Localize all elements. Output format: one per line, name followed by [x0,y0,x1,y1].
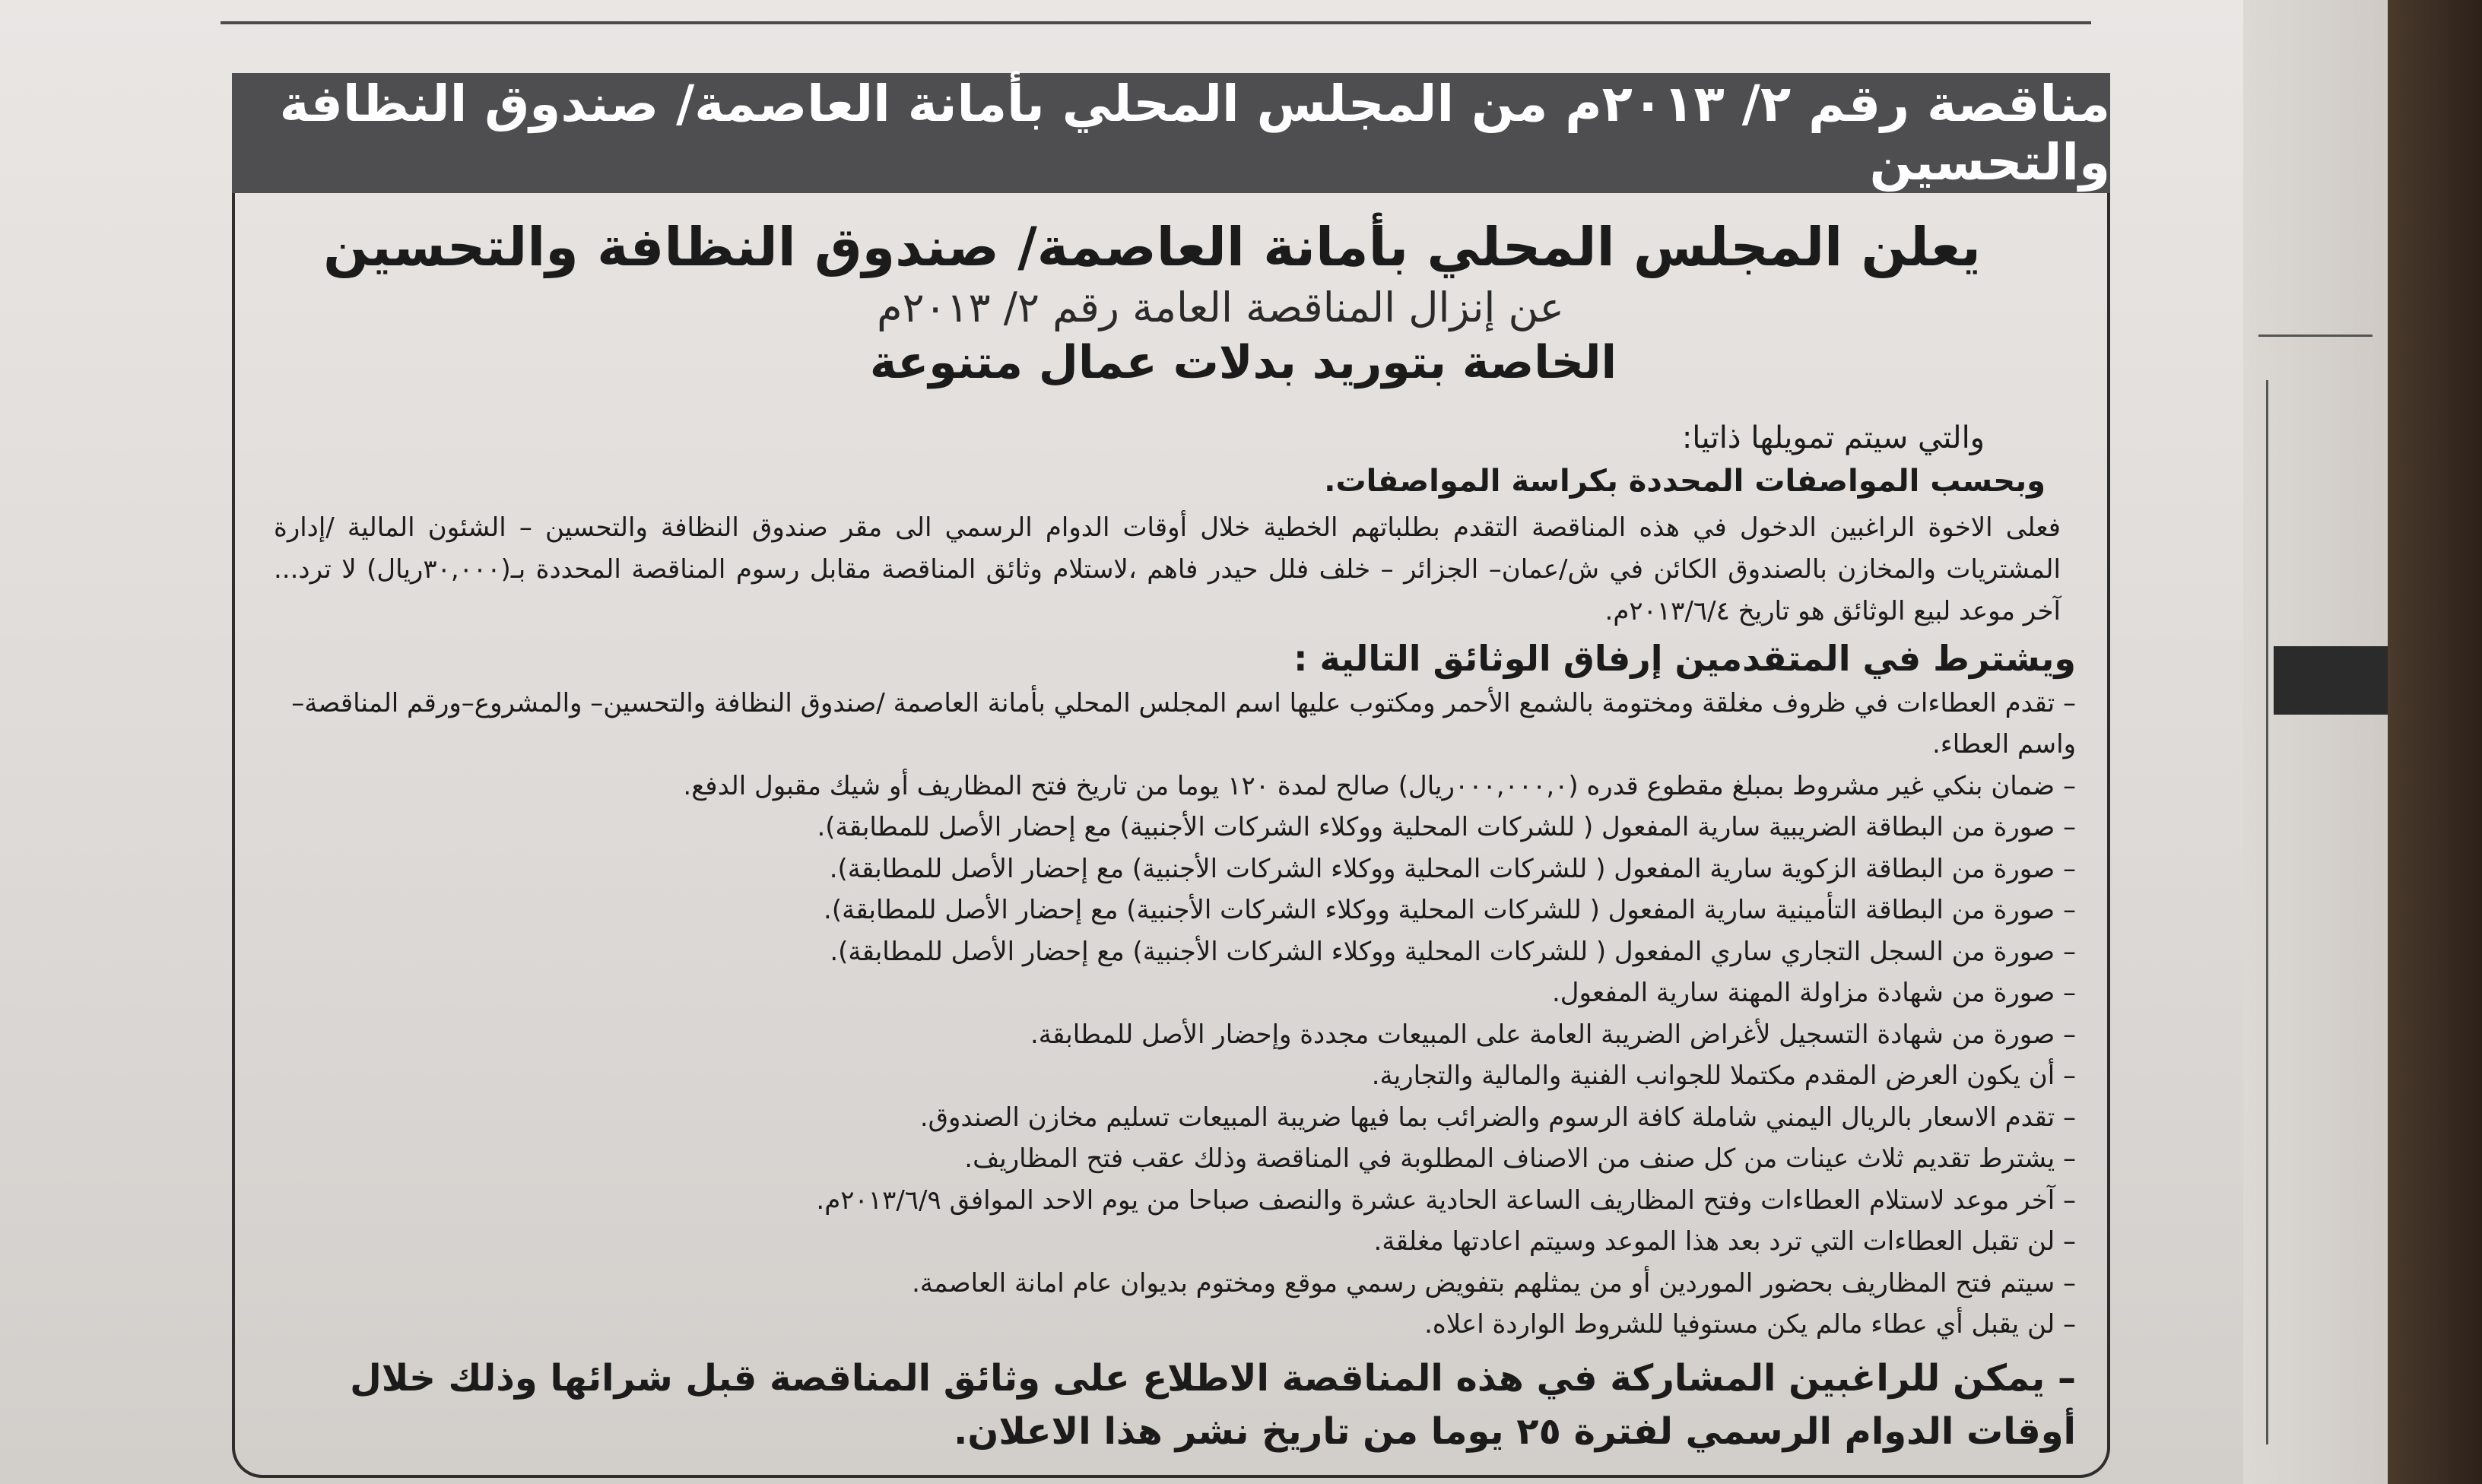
requirements-list [274,683,2076,1346]
tender-subject: الخاصة بتوريد بدلات عمال متنوعة [869,335,1617,389]
list-item: – صورة من البطاقة الزكوية سارية المفعول ( للشركات المحلية ووكلاء الشركات الأجنبية) مع إحضار الأصل للمطابقة). [829,853,2076,884]
adjacent-column [2243,0,2388,1484]
list-item: – آخر موعد لاستلام العطاءات وفتح المظاريف الساعة الحادية عشرة والنصف صباحا من يوم الاحد الموافق ٢٠١٣/٦/٩م. [816,1184,2076,1216]
tender-number-line: عن إنزال المناقصة العامة رقم ٢/ ٢٠١٣م [877,283,1564,331]
specs-note: وبحسب المواصفات المحددة بكراسة المواصفات. [1324,463,2046,499]
column-divider [2266,380,2268,1444]
list-item: – ضمان بنكي غير مشروط بمبلغ مقطوع قدره (٠٠٠,٠٠٠,٠ريال) صالح لمدة ١٢٠ يوما من تاريخ فتح المظاريف أو شيك مقبول الدفع. [683,770,2076,801]
tender-banner [232,73,2110,193]
list-item: – أن يكون العرض المقدم مكتملا للجوانب الفنية والمالية والتجارية. [1371,1061,2076,1092]
list-item: – سيتم فتح المظاريف بحضور الموردين أو من يمثلهم بتفويض رسمي موقع ومختوم بديوان عام امانة العاصمة. [912,1267,2076,1298]
list-item: – صورة من البطاقة التأمينية سارية المفعول ( للشركات المحلية ووكلاء الشركات الأجنبية) مع إحضار الأصل للمطابقة). [824,895,2076,926]
top-divider [221,21,2091,24]
banner-title: مناقصة رقم ٢/ ٢٠١٣م من المجلس المحلي بأمانة العاصمة/ صندوق النظافة والتحسين [279,75,2110,192]
funding-note: والتي سيتم تمويلها ذاتيا: [1681,420,1985,455]
list-item: – صورة من شهادة التسجيل لأغراض الضريبة العامة على المبيعات مجددة وإحضار الأصل للمطابقة. [1030,1019,2076,1050]
list-item: – لن تقبل العطاءات التي ترد بعد هذا الموعد وسيتم اعادتها مغلقة. [1373,1226,2076,1257]
announcement-heading: يعلن المجلس المحلي بأمانة العاصمة/ صندوق النظافة والتحسين [323,216,1981,278]
conditions-title: ويشترط في المتقدمين إرفاق الوثائق التالية : [1293,638,2076,680]
list-item: – صورة من شهادة مزاولة المهنة سارية المفعول. [1551,978,2076,1009]
column-divider [2258,335,2372,337]
adjacent-column-block [2274,646,2388,715]
list-item: – تقدم العطاءات في ظروف مغلقة ومختومة بالشمع الأحمر ومكتوب عليها اسم المجلس المحلي بأمانة العاصمة /صندوق النظافة والتحسين– والمشروع–ورقم المناقصة– واسم العطاء. [291,687,2076,760]
instructions-paragraph: فعلى الاخوة الراغبين الدخول في هذه المناقصة التقدم بطلباتهم الخطية خلال أوقات الدوام الرسمي الى مقر صندوق النظافة والتحسين – الشئون المالية /إدارة المشتريات والمخازن بالصندوق الكائن في ش/عمان– الجزائر – خلف فلل حيدر فاهم ،لاستلام وثائق المناقصة مقابل رسوم المناقصة المحددة بـ(٣٠,٠٠٠ريال) لا ترد... آخر موعد لبيع الوثائق هو تاريخ ٢٠١٣/٦/٤م. [274,512,2061,627]
table-edge [2388,0,2482,1484]
list-item: – يشترط تقديم ثلاث عينات من كل صنف من الاصناف المطلوبة في المناقصة وذلك عقب فتح المظاريف. [964,1143,2076,1175]
list-item: – صورة من السجل التجاري ساري المفعول ( للشركات المحلية ووكلاء الشركات الأجنبية) مع إحضار الأصل للمطابقة). [830,936,2076,967]
announcement-body [274,199,2076,1476]
list-item: – لن يقبل أي عطاء مالم يكن مستوفيا للشروط الواردة اعلاه. [1424,1309,2076,1340]
closing-note: – يمكن للراغبين المشاركة في هذه المناقصة الاطلاع على وثائق المناقصة قبل شرائها وذلك خلال أوقات الدوام الرسمي لفترة ٢٥ يوما من تاريخ نشر هذا الاعلان. [350,1356,2076,1453]
list-item: – صورة من البطاقة الضريبية سارية المفعول ( للشركات المحلية ووكلاء الشركات الأجنبية) مع إحضار الأصل للمطابقة). [817,812,2076,843]
list-item: – تقدم الاسعار بالريال اليمني شاملة كافة الرسوم والضرائب بما فيها ضريبة المبيعات تسليم مخازن الصندوق. [919,1102,2076,1133]
